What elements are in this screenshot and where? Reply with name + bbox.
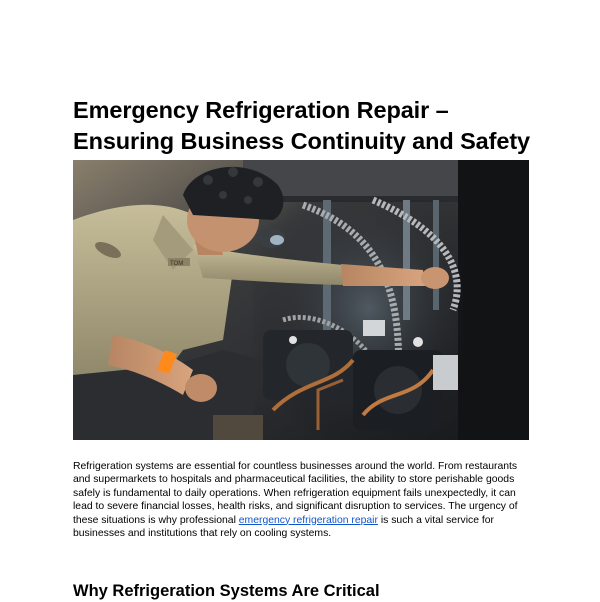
technician-photo-icon — [73, 160, 529, 440]
intro-paragraph — [73, 460, 531, 540]
section-heading: Why Refrigeration Systems Are Critical — [73, 582, 380, 600]
page-title — [73, 95, 543, 157]
title-line-1: Emergency Refrigeration Repair – — [73, 97, 449, 123]
shirt-name-text: TOM — [170, 261, 184, 267]
intro-text-start: Refrigeration systems are essential for countless businesses around the world. From restaurants and supermarkets to hospitals and pharmaceutical facilities, the ability to store perishable goods safely is fundamental to daily operations. When refrigeration equipment fails unexpectedly, it can lead to severe financial losses, health risks, and significant disruption to services. The urgency of these situations is why professional — [73, 461, 518, 526]
title-line-2: Ensuring Business Continuity and Safety — [73, 128, 531, 154]
intro-text-end: is such a vital service for businesses and institutions that rely on cooling systems. — [73, 514, 495, 540]
hero-image — [73, 160, 529, 440]
emergency-refrigeration-repair-link[interactable]: emergency refrigeration repair — [238, 514, 378, 526]
